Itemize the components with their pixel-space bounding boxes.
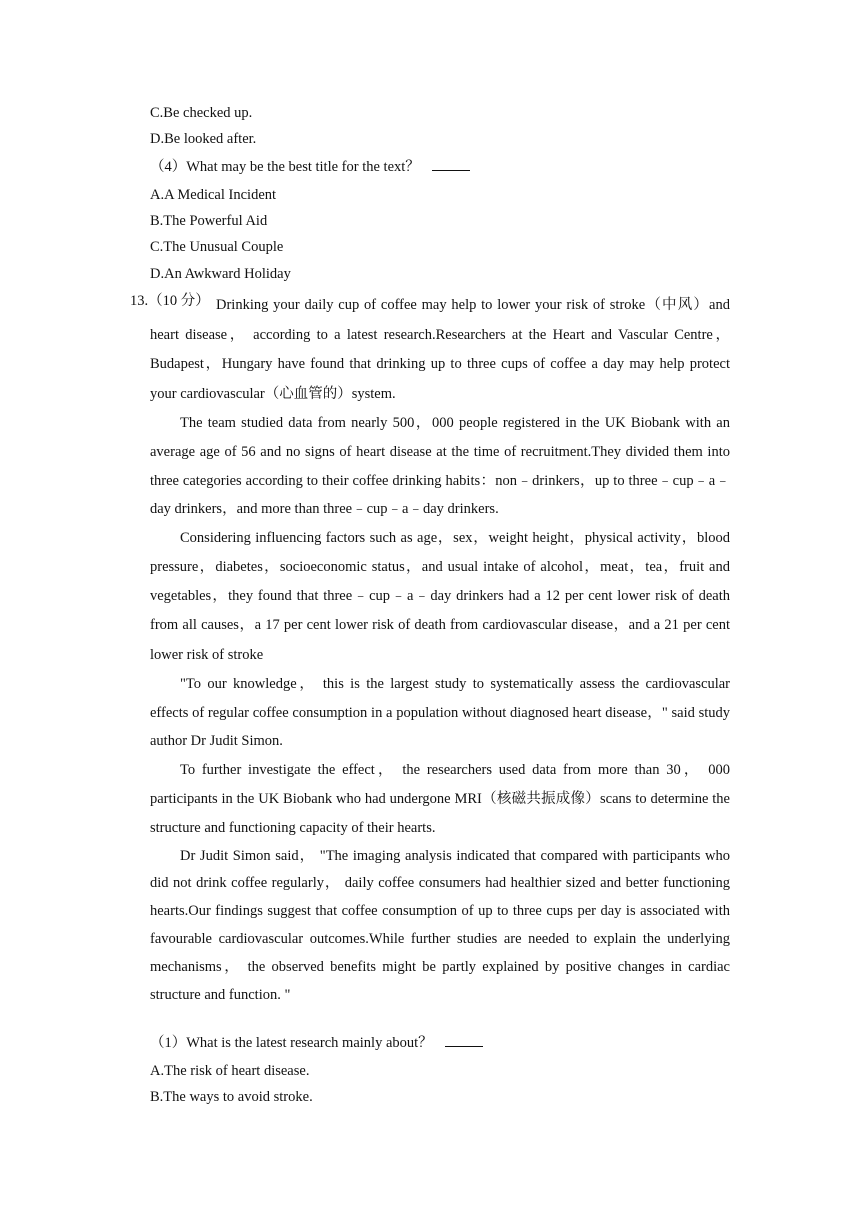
passage-paragraph-4: "To our knowledge， this is the largest study to systematically assess the cardiovascular effects of regular coffee consumption in a population without diagnosed heart disease，" said study author Dr Judit Simon. [150, 675, 730, 750]
question-1-text: （1）What is the latest research mainly about？ [150, 1035, 433, 1051]
question-number: 13. [130, 293, 149, 309]
passage-paragraph-1: Drinking your daily cup of coffee may help to lower your risk of stroke（中风）and heart disease， according to a latest research.Researchers at the Heart and Vascular Centre，Budapest，Hungary have found that drinking up to three cups of coffee a day may help protect your cardiovascular（心血管的）system. [150, 297, 730, 402]
passage-paragraph-5: To further investigate the effect， the researchers used data from more than 30， 000 participants in the UK Biobank who had undergone MRI（核磁共振成像）scans to determine the structure and functioning capacity of their hearts. [150, 762, 730, 836]
q4-option-b: B.The Powerful Aid [150, 213, 268, 229]
passage-paragraph-6: Dr Judit Simon said， "The imaging analysis indicated that compared with participants who did not drink coffee regularly， daily coffee consumers had healthier sized and better functioning hearts.Our findings suggest that coffee consumption of up to three cups per day is associated with favourable cardiovascular outcomes.While further studies are needed to explain the underlying mechanisms， the observed benefits might be partly explained by positive changes in cardiac structure and function. " [150, 847, 730, 1003]
option-d: D.Be looked after. [150, 131, 257, 147]
question-4-text: （4）What may be the best title for the text？ [150, 159, 420, 175]
passage-paragraph-3: Considering influencing factors such as age，sex，weight height，physical activity，blood pressure，diabetes，socioeconomic status，and usual intake of alcohol，meat，tea，fruit and vegetables，they found that three﹣cup﹣a﹣day drinkers had a 12 per cent lower risk of death from all causes，a 17 per cent lower risk of death from cardiovascular disease，and a 21 per cent lower risk of stroke [150, 529, 730, 663]
passage-paragraph-2: The team studied data from nearly 500，000 people registered in the UK Biobank with an average age of 56 and no signs of heart disease at the time of recruitment.They divided them into three categories according to their coffee drinking habits：non﹣drinkers，up to three﹣cup﹣a﹣day drinkers，and more than three﹣cup﹣a﹣day drinkers. [150, 415, 730, 518]
q4-option-d: D.An Awkward Holiday [150, 266, 291, 282]
q4-option-c: C.The Unusual Couple [150, 239, 284, 255]
q1-option-b: B.The ways to avoid stroke. [150, 1089, 313, 1105]
q4-option-a: A.A Medical Incident [150, 187, 277, 203]
q1-option-a: A.The risk of heart disease. [150, 1063, 310, 1079]
question-score: （10 分） [148, 293, 210, 309]
question-1-stem [150, 1033, 483, 1053]
option-c: C.Be checked up. [150, 105, 253, 121]
passage [150, 291, 730, 1009]
answer-blank[interactable] [432, 158, 470, 171]
question-4-stem [150, 157, 470, 177]
answer-blank[interactable] [445, 1034, 483, 1047]
